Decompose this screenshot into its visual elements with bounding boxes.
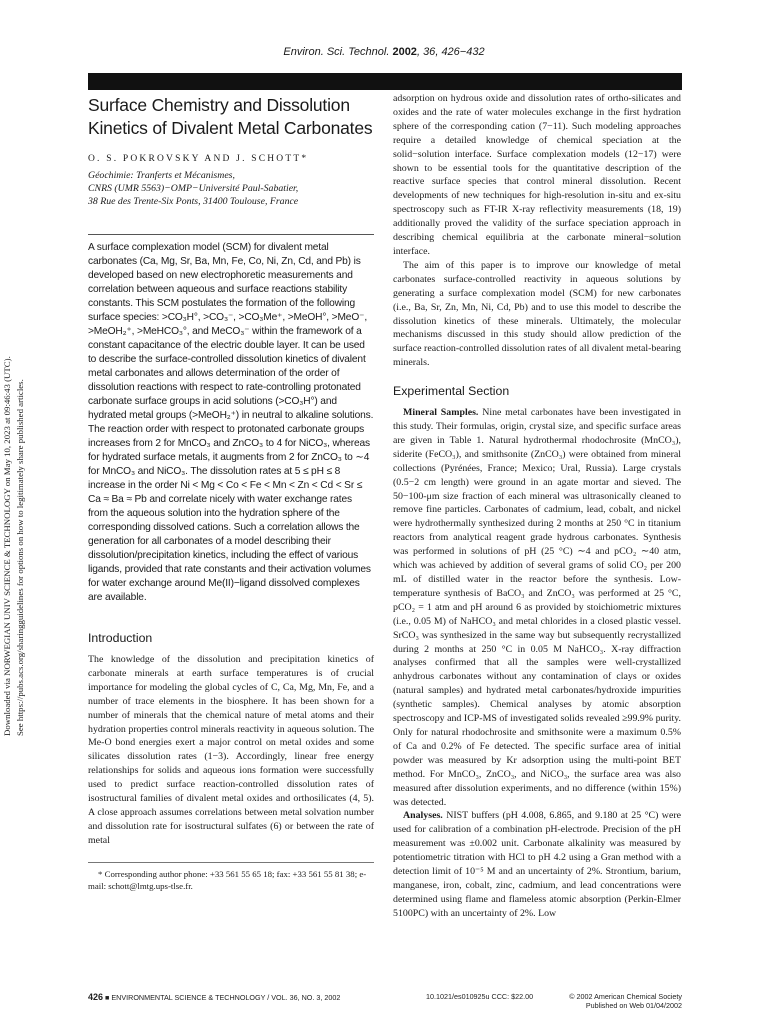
journal-name: Environ. Sci. Technol. [283,46,390,58]
mineral-samples-text: Nine metal carbonates have been investigated in this study. Their formulas, origin, crystal size, and specific surface areas are given in Table 1. Natural hydrothermal rhodochrosite (MnCO₃), siderite (FeCO₃), and smithsonite (ZnCO₃) were obtained from mineral collections (Pyrénées, France; Mexico; Ural, Russia). Large crystals (0.5−2 cm length) were ground in an agate mortar and sieved. The 50−100-μm size fraction of each mineral was ultrasonically cleaned to remove fine particles. Carbonates of cadmium, lead, cobalt, and nickel were hydrothermally synthesized during 2 months at 250 °C in titanium reactors from analytical reagent grade hydrous carbonates. Synthesis was performed in solutions of pH (25 °C) ∼4 and pCO₂ ∼40 atm, which was achieved by addition of several grams of solid CO₂ per 200 mL of distilled water in the reactor before the synthesis. Low-temperature synthesis of BaCO₃ and ZnCO₃ was performed at 25 °C, pCO₂ = 1 atm and pH around 6 as provided by stoichiometric mixtures (i.e., 0.05 M) of NaHCO₃ and metal chlorides in a closed plastic vessel. SrCO₃ was synthesized in the same way but subsequently recrystallized during 2 months at 250 °C in 0.05 M NaHCO₃. X-ray diffraction analyses confirmed that all the samples were well-crystallized anhydrous carbonates without any contamination of clays or oxides (natural samples) and hydrated metal carbonates/hydroxide impurities (synthetic samples). Chemical analyses by atomic absorption spectroscopy and ICP-MS of investigated solids revealed ≥99.9% purity. Only for natural rhodochrosite and smithsonite were a maximum 0.5% of Ca and 0.2% of Fe detected. The specific surface area of initial powder was measured by Kr adsorption using the multi-point BET method. For MnCO₃, ZnCO₃, and NiCO₃, the surface area was also measured after dissolution experiments, and no difference (within 15%) was detected. [393,407,681,808]
footer-journal-line: ■ ENVIRONMENTAL SCIENCE & TECHNOLOGY / VOL. 36, NO. 3, 2002 [105,993,341,1002]
copyright: © 2002 American Chemical Society [569,992,682,1001]
footer-right [569,992,682,1010]
journal-year: 2002 [392,46,417,58]
download-notice-line1: Downloaded via NORWEGIAN UNIV SCIENCE & TECHNOLOGY on May 10, 2023 at 09:46:43 (UTC). [2,356,12,736]
aim-paragraph: The aim of this paper is to improve our knowledge of metal carbonates surface-controlled reactivity in aqueous solutions by generating a surface complexation model (SCM) for new carbonates (i.e., Ba, Sr, Zn, Mn, Ni, Cd, Pb) and to use this model to describe the dissolution kinetics of these minerals. Ultimately, the molecular mechanisms discussed in this study should allow prediction of the surface reaction-controlled dissolution rates of all divalent metal-bearing minerals. [393,259,681,369]
authors: O. S. POKROVSKY AND J. SCHOTT* [88,154,309,164]
right-column [393,92,681,921]
article-title: Surface Chemistry and Dissolution Kinetics of Divalent Metal Carbonates [88,95,373,138]
analyses-text: NIST buffers (pH 4.008, 6.865, and 9.180 at 25 °C) were used for calibration of a combination pH-electrode. Precision of the pH measurement was ±0.002 unit. Carbonate alkalinity was measured by potentiometric titration with HCl to pH 4.2 using a Gran method with a detection limit of 10⁻⁵ M and an uncertainty of 2%. Strontium, barium, manganese, iron, cobalt, zinc, cadmium, and lead concentrations were determined using flame and flameless atomic absorption (Perkin-Elmer 5100PC) with an uncertainty of 2%. Low [393,810,681,919]
page-number: 426 [88,992,104,1002]
affiliation-line3: 38 Rue des Trente-Six Ponts, 31400 Toulouse, France [88,196,299,207]
published-date: Published on Web 01/04/2002 [585,1001,682,1010]
abstract: A surface complexation model (SCM) for divalent metal carbonates (Ca, Mg, Sr, Ba, Mn, Fe, Co, Ni, Zn, Cd, and Pb) is developed based on new electrophoretic measurements and correlation between aqueous and surface reactions stability constants. This SCM postulates the formation of the following surface species: >CO₃H°, >CO₃⁻, >CO₃Me⁺, >MeOH°, >MeO⁻, >MeOH₂⁺, >MeHCO₃°, and MeCO₃⁻ within the framework of a constant capacitance of the electric double layer. It can be used to describe the surface-controlled dissolution kinetics of divalent metal carbonates and allows determination of the order of dissolution reactions with respect to rate-controlling protonated carbonate surface groups in acid solutions (>CO₃H°) and hydrated metal groups (>MeOH₂⁺) in neutral to alkaline solutions. The reaction order with respect to protonated carbonate groups increases from 2 for MnCO₃ and ZnCO₃ to 4 for NiCO₃, whereas for hydrated surface metals, it augments from 2 for ZnCO₃ to ∼4 for MnCO₃ and NiCO₃. The dissolution rates at 5 ≤ pH ≤ 8 increase in the order Ni < Mg < Co < Fe < Mn < Zn < Cd < Sr ≤ Ca ≈ Ba ≈ Pb and correlate nicely with water exchange rates from the aqueous solution into the hydration sphere of the corresponding dissolved cations. Such a correlation allows the generation for all carbonates of a model describing their dissolution/precipitation kinetics, including the effect of various ligands, provided that rate constants and their activation volumes for water exchange around Me(II)−ligand dissolved complexes are available. [88,234,374,605]
introduction-paragraph: The knowledge of the dissolution and precipitation kinetics of carbonate minerals at earth surface temperatures is of crucial importance for modeling the global cycles of C, Ca, Mg, Mn, Fe, and a number of trace elements in the biosphere. It has been shown for a number of minerals that the chemical nature of metal atoms and their hydration properties control minerals reactivity in aqueous solution. The Me-O bond energies exert a major control on metal oxides and some silicates dissolution rates (1−3). Accordingly, linear free energy relationships for solids and aqueous ions formation were successfully used to predict surface reaction-controlled dissolution rates of isostructural families of divalent metal oxides and orthosilicates (4, 5). A close approach assumes correlations between metal solvation number and dissolution rate for isostructural sulfates (6) or between the rate of metal [88,654,374,846]
introduction-body [88,653,374,848]
journal-volume: 36 [423,46,436,58]
analyses-paragraph [393,809,681,920]
experimental-body [393,406,681,921]
affiliation [88,169,374,208]
analyses-label: Analyses. [403,810,443,822]
mineral-samples-label: Mineral Samples. [403,407,479,419]
intro-continued-paragraph: adsorption on hydrous oxide and dissolution rates of ortho-silicates and oxides and the rate of water molecules exchange in the first hydration sphere of the corresponding cation (7−11). Such modeling approaches require a detailed knowledge of chemical speciation at the solid−solution interface. Surface complexation models (12−17) were shown to be essential tools for the quantitative description of the reactive surface species that control mineral dissolution. Recent developments of new techniques for high-resolution in-situ and ex-situ spectroscopy such as FT-IR X-ray reflectivity measurements (18, 19) additionally proved the validity of the surface speciation approach in describing chemical equilibria at the carbonate mineral−solution interface. [393,93,681,257]
download-notice [1,296,61,736]
affiliation-line1: Géochimie: Tranferts et Mécanismes, [88,170,235,181]
journal-pages: 426−432 [441,46,485,58]
right-column-body [393,92,681,370]
experimental-heading: Experimental Section [393,384,510,399]
running-head: Environ. Sci. Technol. 2002, 36, 426−432 [283,46,485,58]
corresponding-author-footnote: * Corresponding author phone: +33 561 55 65 18; fax: +33 561 55 81 38; e-mail: schott@lmtg.ups-tlse.fr. [88,862,374,892]
mineral-samples-paragraph [393,406,681,809]
footer-left [88,992,340,1002]
header-rule [88,73,682,90]
page-footer [88,990,682,1014]
download-notice-line2: See https://pubs.acs.org/sharingguidelines for options on how to legitimately share published articles. [15,379,25,736]
left-column [88,92,374,892]
affiliation-line2: CNRS (UMR 5563)−OMP−Université Paul-Sabatier, [88,183,299,194]
introduction-heading: Introduction [88,631,153,645]
footer-doi: 10.1021/es010925u CCC: $22.00 [426,992,534,1001]
